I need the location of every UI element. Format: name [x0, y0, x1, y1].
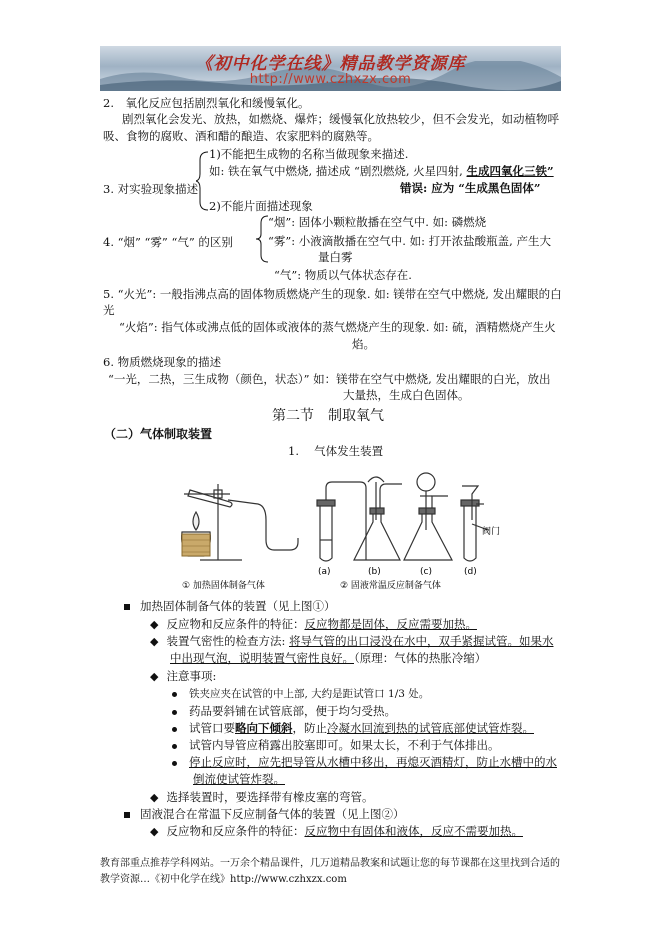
item3-b: 如: 铁在氧气中燃烧, 描述成 “剧烈燃烧, 火星四射, 生成四氧化三铁”: [209, 164, 554, 178]
figure-title: 1. 气体发生装置: [288, 444, 384, 458]
item3-b-bold: 生成四氧化三铁”: [466, 164, 554, 178]
item4-label: 4. “烟” “雾” “气” 的区别: [103, 235, 233, 249]
dot-bullet-icon: [172, 761, 177, 766]
label-d: (d): [464, 567, 477, 577]
item6-line2: “一光，二热，三生成物（颜色，状态）” 如：镁带在空气中燃烧, 发出耀眼的白光，放出: [108, 372, 551, 386]
label-c: (c): [420, 567, 432, 577]
caption-heating: ① 加热固体制备气体: [182, 581, 265, 591]
section-subtitle: （二）气体制取装置: [104, 427, 213, 441]
item3-brace: [196, 150, 210, 212]
delivery-tube: [228, 500, 298, 550]
note-3: 试管口要略向下倾斜，防止冷凝水回流到热的试管底部使试管炸裂。: [172, 720, 534, 736]
header-title: 《初中化学在线》精品教学资源库: [195, 54, 466, 74]
footer-line1: 教育部重点推荐学科网站。一万余个精品课件，几万道精品教案和试题让您的每节课都在这里找到合适的: [100, 858, 560, 869]
header-banner: [100, 46, 561, 91]
lamp-wood-block: [182, 534, 210, 556]
section-title: 第二节 制取氧气: [272, 408, 384, 424]
list-solid-liquid-title: 固液混合在常温下反应制备气体的装置（见上图②）: [124, 806, 405, 822]
list-airtight-2: 中出现气泡，说明装置气密性良好。（原理：气体的热胀冷缩）: [170, 651, 487, 665]
header-url[interactable]: http://www.czhxzx.com: [249, 72, 412, 87]
footer-line2: 教学资源…《初中化学在线》http://www.czhxzx.com: [100, 874, 347, 885]
item5-line4: 焰。: [352, 337, 375, 351]
item4-gas: “气”: 物质以气体状态存在.: [274, 268, 412, 282]
list-heat-cond: ◆ 反应物和反应条件的特征：反应物都是固体，反应需要加热。: [150, 617, 477, 631]
diamond-bullet-icon: ◆: [150, 825, 159, 838]
item2-line2: 剧烈氧化会发光、放热，如燃烧、爆炸；缓慢氧化放热较少，但不会发光，如动植物呼: [122, 112, 559, 126]
label-b: (b): [368, 567, 381, 577]
footer-link[interactable]: http://www.czhxzx.com: [230, 874, 347, 885]
item3-c: 错误: 应为 “生成黑色固体”: [400, 181, 541, 195]
list-select: ◆ 选择装置时，要选择带有橡皮塞的弯管。: [150, 790, 374, 804]
lamp-flame: [193, 512, 199, 530]
dot-bullet-icon: [172, 692, 177, 697]
diamond-bullet-icon: ◆: [150, 791, 159, 804]
apparatus-c: [404, 510, 452, 560]
item5-line3: “火焰”: 指气体或沸点低的固体或液体的蒸气燃烧产生的现象. 如: 硫，酒精燃烧产生火: [119, 320, 556, 334]
note-1: 铁夹应夹在试管的中上部, 大约是距试管口 1/3 处。: [172, 686, 429, 701]
item3-a: 1)不能把生成物的名称当做现象来描述.: [209, 147, 409, 161]
note-5: 停止反应时，应先把导管从水槽中移出，再熄灭酒精灯，防止水槽中的水: [172, 754, 557, 770]
dot-bullet-icon: [172, 727, 177, 732]
item6-line1: 6. 物质燃烧现象的描述: [103, 355, 222, 369]
caption-solid-liquid: ② 固液常温反应制备气体: [340, 581, 441, 591]
list-notes: ◆ 注意事项:: [150, 669, 217, 683]
square-bullet-icon: [124, 604, 130, 610]
item3-label: 3. 对实验现象描述: [103, 182, 199, 196]
item3-d: 2)不能片面描述现象: [209, 199, 313, 213]
apparatus-a: [320, 502, 332, 561]
list-airtight: ◆ 装置气密性的检查方法: 将导气管的出口浸没在水中，双手紧握试管。如果水: [150, 634, 554, 648]
item2-line3: 吸、食物的腐败、酒和醋的酿造、农家肥料的腐熟等。: [103, 129, 379, 143]
diamond-bullet-icon: ◆: [150, 670, 159, 683]
apparatus-d: [464, 502, 476, 561]
item5-line1: 5. “火光”: 一般指沸点高的固体物质燃烧产生的现象. 如: 镁带在空气中燃烧, 发出耀眼的白: [103, 287, 562, 301]
diamond-bullet-icon: ◆: [150, 618, 159, 631]
list-sl-cond: ◆ 反应物和反应条件的特征：反应物中有固体和液体，反应不需要加热。: [150, 824, 523, 838]
dot-bullet-icon: [172, 710, 177, 715]
diamond-bullet-icon: ◆: [150, 635, 159, 648]
dot-bullet-icon: [172, 744, 177, 749]
note-2: 药品要斜铺在试管底部，便于均匀受热。: [172, 703, 396, 719]
item5-line2: 光: [103, 303, 115, 317]
note-5-2: 倒流使试管炸裂。: [193, 772, 285, 786]
list-heat-title: 加热固体制备气体的装置（见上图①）: [124, 598, 336, 614]
square-bullet-icon: [124, 812, 130, 818]
item4-fog1: “雾”: 小液滴散播在空气中. 如: 打开浓盐酸瓶盖, 产生大: [268, 234, 551, 248]
item2-line1: 2. 氧化反应包括剧烈氧化和缓慢氧化。: [103, 96, 310, 110]
item4-fog2: 量白雾: [318, 250, 353, 264]
apparatus-figure: [170, 460, 510, 592]
item4-smoke: “烟”: 固体小颗粒散播在空气中. 如: 磷燃烧: [268, 215, 487, 229]
label-a: (a): [318, 567, 331, 577]
test-tube: [188, 490, 232, 507]
item6-line3: 大量热，生成白色固体。: [343, 388, 470, 402]
note-4: 试管内导管应稍露出胶塞即可。如果太长，不利于气体排出。: [172, 737, 500, 753]
valve-label: 阀门: [482, 527, 501, 537]
apparatus-b: [354, 510, 400, 560]
